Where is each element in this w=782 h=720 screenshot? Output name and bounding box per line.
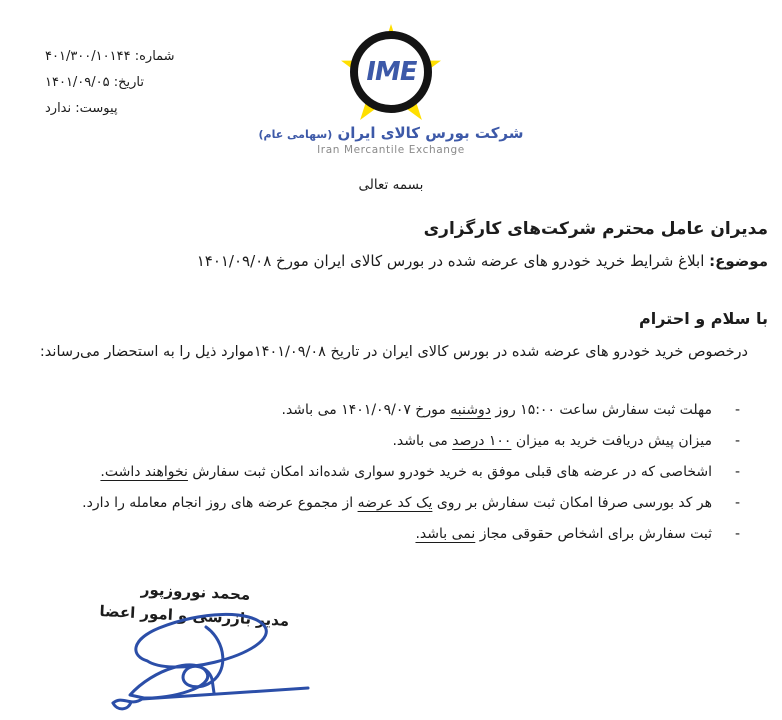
subject-label: موضوع: <box>709 252 768 270</box>
company-name-en: Iran Mercantile Exchange <box>317 144 465 156</box>
basmala: بسمه تعالی <box>358 177 424 193</box>
bullet-text-underlined: یک کد عرضه <box>357 495 433 511</box>
letterhead-meta <box>45 44 215 122</box>
letter-number-label: شماره: <box>134 49 175 64</box>
dash-bullet-icon: - <box>734 464 740 480</box>
bullet-text-underlined: نمی باشد. <box>415 526 476 542</box>
ring-icon <box>350 31 432 113</box>
dash-bullet-icon: - <box>734 402 740 418</box>
ime-logo-mark <box>341 24 441 120</box>
recipient-heading: مدیران عامل محترم شرکت‌های کارگزاری <box>423 219 768 239</box>
ime-monogram: IME <box>363 57 419 87</box>
subject-text: ابلاغ شرایط خرید خودرو های عرضه شده در بورس کالای ایران مورخ ۱۴۰۱/۰۹/۰۸ <box>196 252 710 270</box>
letter-attachment-label: پیوست: <box>75 101 118 116</box>
letter-date-row <box>45 70 215 96</box>
dash-bullet-icon: - <box>734 526 740 542</box>
letter-date-value: ۱۴۰۱/۰۹/۰۵ <box>45 75 110 90</box>
bullet-text-underlined: نخواهند داشت. <box>100 464 188 480</box>
list-item <box>8 492 768 514</box>
letter-number-value: ۴۰۱/۳۰۰/۱۰۱۴۴ <box>45 49 131 64</box>
salutation: با سلام و احترام <box>639 309 768 328</box>
letter-attachment-value: ندارد <box>45 101 72 116</box>
bullet-text-underlined: دوشنبه <box>450 402 491 418</box>
conditions-list <box>8 399 768 554</box>
letter-number-row <box>45 44 215 70</box>
company-suffix-fa: (سهامی عام) <box>258 128 333 141</box>
bullet-text-post: می باشد. <box>392 433 453 449</box>
signer-title: مدیر بازرسی و امور اعضا <box>99 602 290 630</box>
intro-paragraph: درخصوص خرید خودرو های عرضه شده در بورس کالای ایران در تاریخ ۱۴۰۱/۰۹/۰۸موارد ذیل را به استحضار می‌رساند: <box>39 344 748 360</box>
bullet-text-pre: میزان پیش دریافت خرید به میزان <box>511 433 712 449</box>
bullet-text-pre: ثبت سفارش برای اشخاص حقوقی مجاز <box>475 526 712 542</box>
bullet-text-post: مورخ ۱۴۰۱/۰۹/۰۷ می باشد. <box>281 402 451 418</box>
letter-attachment-row <box>45 96 215 122</box>
company-name-fa-text: شرکت بورس کالای ایران <box>337 124 524 142</box>
letter-date-label: تاریخ: <box>113 75 145 90</box>
bullet-text-pre: مهلت ثبت سفارش ساعت ۱۵:۰۰ روز <box>490 402 712 418</box>
bullet-text-underlined: ۱۰۰ درصد <box>452 433 512 449</box>
signer-name: محمد نوروزپور <box>140 580 251 604</box>
dash-bullet-icon: - <box>734 495 740 511</box>
handwritten-signature <box>68 585 328 720</box>
bullet-text-post: از مجموع عرضه های روز انجام معامله را دارد. <box>82 495 358 511</box>
list-item <box>8 430 768 452</box>
dash-bullet-icon: - <box>734 433 740 449</box>
company-name-fa <box>251 124 531 142</box>
list-item <box>8 399 768 421</box>
bullet-text-pre: هر کد بورسی صرفا امکان ثبت سفارش بر روی <box>432 495 712 511</box>
ime-logo <box>251 24 531 156</box>
list-item <box>8 523 768 545</box>
list-item <box>8 461 768 483</box>
subject-line <box>8 252 768 270</box>
bullet-text-pre: اشخاصی که در عرضه های قبلی موفق به خرید خودرو سواری شده‌اند امکان ثبت سفارش <box>187 464 712 480</box>
